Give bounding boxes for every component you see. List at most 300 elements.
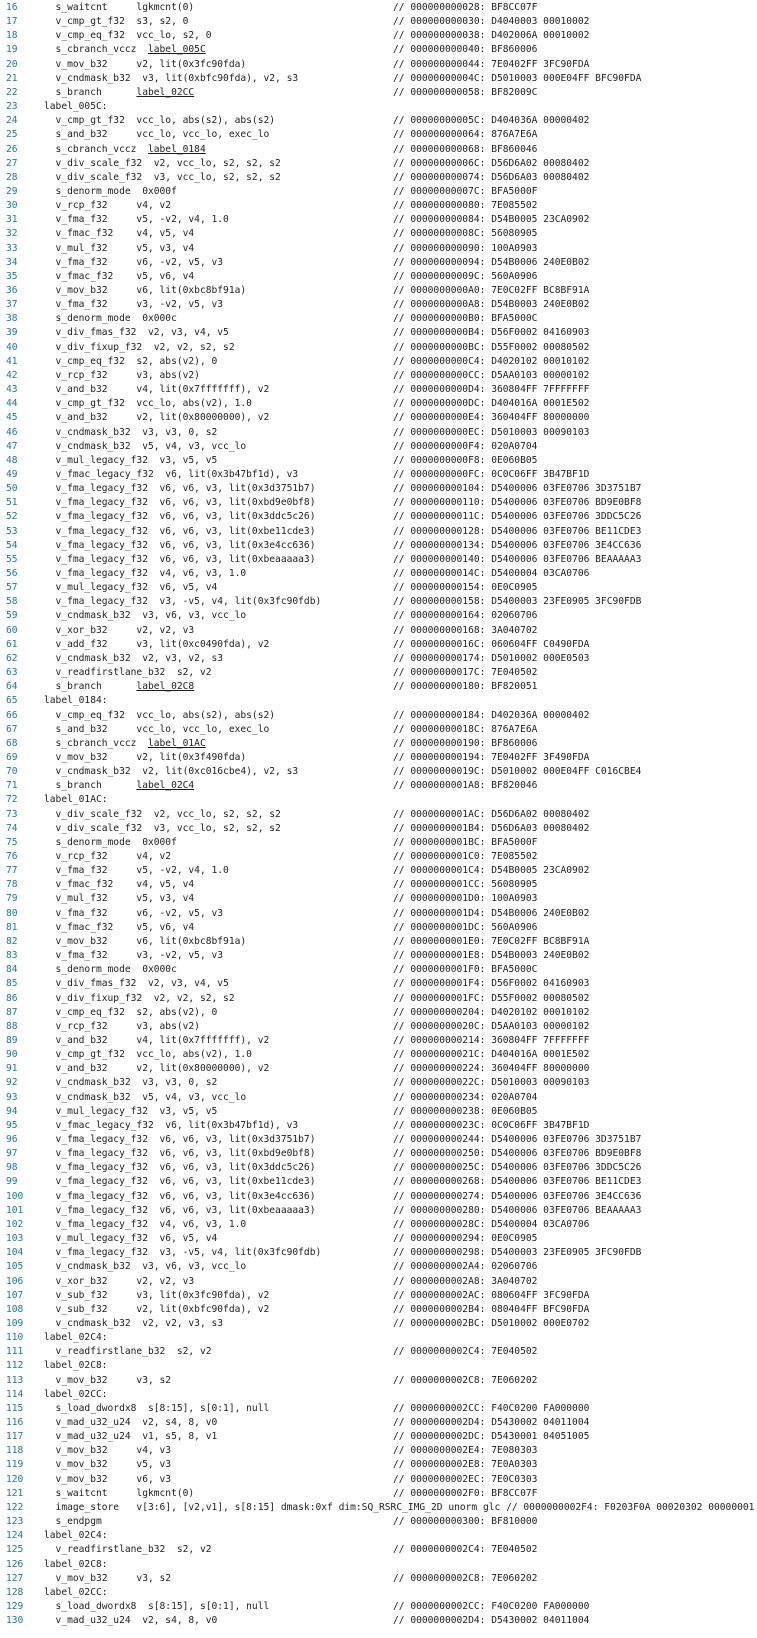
- code-line[interactable]: [0, 864, 757, 878]
- line-number: 77: [6, 865, 18, 877]
- code-line[interactable]: [0, 1388, 757, 1402]
- code-text: v_mul_f32 v5, v3, v4: [44, 242, 195, 254]
- code-line[interactable]: [0, 1119, 757, 1133]
- code-comment: // 000000000134: D5400006 03FE0706 3E4CC636: [393, 539, 642, 551]
- line-number: 79: [6, 893, 18, 905]
- code-text: v_cmp_eq_f32 s2, abs(v2), 0: [44, 1006, 218, 1018]
- code-text: v_fma_f32 v5, -v2, v4, 1.0: [44, 214, 229, 226]
- code-line[interactable]: [0, 58, 757, 72]
- line-number: 47: [6, 440, 18, 452]
- code-line[interactable]: [0, 1133, 757, 1147]
- code-line[interactable]: [0, 128, 757, 142]
- line-number: 127: [6, 1572, 24, 1584]
- line-number: 80: [6, 907, 18, 919]
- code-line[interactable]: [0, 963, 757, 977]
- code-line[interactable]: [0, 624, 757, 638]
- code-text: v_and_b32 v4, lit(0x7fffffff), v2: [44, 384, 270, 396]
- code-line[interactable]: [0, 510, 757, 524]
- code-line[interactable]: [0, 1317, 757, 1331]
- code-text: v_mov_b32 v6, lit(0xbc8bf91a): [44, 285, 247, 296]
- code-text: v_fma_legacy_f32 v6, v6, v3, lit(0x3d3751b7): [44, 1134, 316, 1145]
- code-line[interactable]: [0, 1218, 757, 1232]
- code-text: v_cmp_eq_f32 vcc_lo, s2, 0: [44, 30, 212, 42]
- code-comment: // 0000000000BC: D55F0002 00080502: [393, 341, 590, 353]
- code-text: s_denorm_mode 0x000c: [44, 313, 177, 325]
- code-line[interactable]: [0, 1260, 757, 1274]
- code-line[interactable]: [0, 43, 757, 57]
- code-text: v_div_fmas_f32 v2, v3, v4, v5: [44, 978, 229, 990]
- code-comment: // 00000000018C: 876A7E6A: [393, 723, 538, 735]
- code-comment: // 0000000001C0: 7E085502: [393, 851, 538, 862]
- line-number: 69: [6, 751, 18, 763]
- line-number: 23: [6, 101, 18, 113]
- code-comment: // 000000000080: 7E085502: [393, 200, 538, 212]
- code-text: v_mul_legacy_f32 v3, v5, v5: [44, 1105, 218, 1117]
- line-number: 118: [6, 1445, 24, 1457]
- code-text: v_div_scale_f32 v3, vcc_lo, s2, s2, s2: [44, 171, 281, 183]
- line-number: 98: [6, 1162, 18, 1174]
- code-text: v_cndmask_b32 v2, lit(0xc016cbe4), v2, s3: [44, 766, 299, 778]
- line-number: 34: [6, 256, 18, 268]
- code-line[interactable]: [0, 468, 757, 482]
- code-comment: // 00000000004C: D5010003 000E04FF BFC90FDA: [393, 72, 642, 84]
- code-line[interactable]: [0, 1190, 757, 1204]
- line-number: 86: [6, 992, 18, 1004]
- code-comment: // 00000000006C: D56D6A02 00080402: [393, 157, 590, 169]
- code-line[interactable]: [0, 878, 757, 892]
- line-number: 45: [6, 412, 18, 424]
- code-line[interactable]: [0, 1473, 757, 1487]
- code-line[interactable]: [0, 100, 757, 114]
- code-text: v_cndmask_b32 v3, v6, v3, vcc_lo: [44, 1261, 247, 1273]
- code-text: v_fmac_legacy_f32 v6, lit(0x3b47bf1d), v3: [44, 468, 299, 480]
- line-number: 117: [6, 1431, 24, 1443]
- code-text: label_02CC:: [44, 1388, 108, 1400]
- code-line[interactable]: [0, 213, 757, 227]
- code-comment: // 000000000168: 3A040702: [393, 624, 538, 636]
- code-line[interactable]: [0, 1105, 757, 1119]
- line-number: 112: [6, 1360, 24, 1372]
- code-line[interactable]: [0, 723, 757, 737]
- code-line[interactable]: [0, 454, 757, 468]
- line-number: 72: [6, 794, 18, 806]
- code-text: v_cndmask_b32 v3, lit(0xbfc90fda), v2, s3: [44, 72, 299, 84]
- code-comment: // 000000000300: BF810000: [393, 1516, 538, 1528]
- line-number: 22: [6, 86, 18, 98]
- code-line[interactable]: [0, 765, 757, 779]
- code-line[interactable]: [0, 1289, 757, 1303]
- line-number: 61: [6, 638, 18, 650]
- code-comment: // 0000000000E4: 360404FF 80000000: [393, 412, 590, 424]
- line-number: 25: [6, 129, 18, 141]
- code-comment: // 0000000002EC: 7E0C0303: [393, 1473, 538, 1485]
- code-line[interactable]: [0, 72, 757, 86]
- code-text: v_div_fixup_f32 v2, v2, s2, s2: [44, 341, 235, 353]
- code-text: s_denorm_mode 0x000f: [44, 836, 177, 848]
- line-number: 36: [6, 285, 18, 296]
- code-text: s_endpgm: [44, 1516, 102, 1528]
- code-line[interactable]: [0, 1303, 757, 1317]
- code-line[interactable]: [0, 638, 757, 652]
- code-line[interactable]: [0, 1246, 757, 1260]
- code-text: v_xor_b32 v2, v2, v3: [44, 624, 195, 636]
- code-comment: // 0000000002E4: 7E080303: [393, 1445, 538, 1457]
- line-number: 76: [6, 851, 18, 862]
- code-comment: // 0000000002C4: 7E040502: [393, 1346, 538, 1358]
- code-text: v_mov_b32 v2, lit(0x3f490fda): [44, 751, 247, 763]
- code-comment: // 0000000002D4: D5430002 04011004: [393, 1417, 590, 1428]
- code-line[interactable]: [0, 539, 757, 553]
- code-line[interactable]: [0, 86, 757, 100]
- code-comment: // 0000000002C8: 7E060202: [393, 1374, 538, 1386]
- code-line[interactable]: [0, 1175, 757, 1189]
- code-text: v_and_b32 v4, lit(0x7fffffff), v2: [44, 1034, 270, 1046]
- code-line[interactable]: [0, 1359, 757, 1373]
- code-comment: // 000000000184: D402036A 00000402: [393, 709, 590, 721]
- code-line[interactable]: [0, 709, 757, 723]
- line-number: 24: [6, 115, 18, 127]
- code-line[interactable]: [0, 680, 757, 694]
- code-text: label_02CC:: [44, 1586, 108, 1598]
- line-number: 116: [6, 1417, 24, 1428]
- code-line[interactable]: [0, 496, 757, 510]
- line-number: 78: [6, 879, 18, 891]
- code-text: v_fma_legacy_f32 v6, v6, v3, lit(0x3e4cc636): [44, 1190, 316, 1202]
- code-comment: // 000000000030: D4040003 00010002: [393, 16, 590, 28]
- code-text: v_mul_f32 v5, v3, v4: [44, 893, 195, 905]
- code-comment: // 0000000000B0: BFA5000C: [393, 313, 538, 325]
- code-comment: // 0000000000DC: D404016A 0001E502: [393, 398, 590, 410]
- code-comment: // 00000000021C: D404016A 0001E502: [393, 1049, 590, 1061]
- code-comment: // 0000000002DC: D5430001 04051005: [393, 1431, 590, 1443]
- code-text: v_readfirstlane_b32 s2, v2: [44, 1346, 212, 1358]
- code-line[interactable]: [0, 114, 757, 128]
- code-line[interactable]: [0, 383, 757, 397]
- line-number: 48: [6, 454, 18, 466]
- line-number: 49: [6, 468, 18, 480]
- line-number: 58: [6, 596, 18, 608]
- code-text: v_fma_legacy_f32 v6, v6, v3, lit(0xbeaaaaa3): [44, 553, 316, 565]
- line-number: 85: [6, 978, 18, 990]
- code-line[interactable]: [0, 1458, 757, 1472]
- line-number: 20: [6, 58, 18, 70]
- code-comment: // 0000000001CC: 56080905: [393, 879, 538, 891]
- line-number: 84: [6, 964, 18, 976]
- line-number: 33: [6, 242, 18, 254]
- code-line[interactable]: [0, 1501, 757, 1515]
- code-comment: // 000000000090: 100A0903: [393, 242, 538, 254]
- line-number: 63: [6, 667, 18, 679]
- code-line[interactable]: [0, 567, 757, 581]
- code-text: v_fma_legacy_f32 v4, v6, v3, 1.0: [44, 1218, 247, 1230]
- code-line[interactable]: [0, 1020, 757, 1034]
- line-number: 16: [6, 2, 18, 13]
- code-text: label_0184:: [44, 695, 108, 707]
- code-comment: // 000000000084: D54B0005 23CA0902: [393, 214, 590, 226]
- code-comment: // 000000000298: D5400003 23FE0905 3FC90FDB: [393, 1247, 642, 1259]
- code-line[interactable]: [0, 949, 757, 963]
- code-comment: // 000000000294: 0E0C0905: [393, 1233, 538, 1245]
- code-line[interactable]: [0, 595, 757, 609]
- code-text: v_cmp_gt_f32 vcc_lo, abs(v2), 1.0: [44, 398, 252, 410]
- line-number: 17: [6, 16, 18, 28]
- code-line[interactable]: [0, 1529, 757, 1543]
- code-line[interactable]: [0, 341, 757, 355]
- code-line[interactable]: [0, 1006, 757, 1020]
- line-number: 21: [6, 72, 18, 84]
- code-line[interactable]: [0, 1600, 757, 1614]
- code-line[interactable]: [0, 426, 757, 440]
- code-text: v_mov_b32 v4, v3: [44, 1445, 172, 1457]
- line-number: 97: [6, 1148, 18, 1160]
- code-text: v_mad_u32_u24 v2, s4, 8, v0: [44, 1615, 218, 1627]
- branch-label-link[interactable]: label_0184: [147, 143, 206, 155]
- line-number: 39: [6, 327, 18, 339]
- code-text: v_div_fmas_f32 v2, v3, v4, v5: [44, 327, 229, 339]
- code-text: s_waitcnt lgkmcnt(0): [44, 2, 195, 13]
- code-text: s_load_dwordx8 s[8:15], s[0:1], null: [44, 1600, 270, 1612]
- line-number: 18: [6, 30, 18, 42]
- code-line[interactable]: [0, 1444, 757, 1458]
- code-comment: // 00000000025C: D5400006 03FE0706 3DDC5C26: [393, 1162, 642, 1174]
- code-line[interactable]: [0, 1416, 757, 1430]
- code-line[interactable]: [0, 1572, 757, 1586]
- code-text: v_fmac_f32 v5, v6, v4: [44, 270, 195, 282]
- code-line[interactable]: [0, 29, 757, 43]
- code-comment: // 0000000001AC: D56D6A02 00080402: [393, 808, 590, 820]
- code-line[interactable]: [0, 1275, 757, 1289]
- code-comment: // 0000000000FC: 0C0C06FF 3B47BF1D: [393, 468, 590, 480]
- code-comment: // 0000000002C4: 7E040502: [393, 1544, 538, 1556]
- line-number: 83: [6, 950, 18, 962]
- code-comment: // 0000000002E8: 7E0A0303: [393, 1459, 538, 1471]
- line-number: 52: [6, 511, 18, 523]
- code-line[interactable]: [0, 921, 757, 935]
- line-number: 105: [6, 1261, 24, 1273]
- code-text: v_fma_legacy_f32 v6, v6, v3, lit(0x3ddc5c26): [44, 1162, 316, 1174]
- code-comment: // 000000000038: D402006A 00010002: [393, 30, 590, 42]
- code-text: v_mul_legacy_f32 v3, v5, v5: [44, 454, 218, 466]
- line-number: 67: [6, 723, 18, 735]
- code-line[interactable]: [0, 1062, 757, 1076]
- code-text: s_and_b32 vcc_lo, vcc_lo, exec_lo: [44, 723, 270, 735]
- line-number: 121: [6, 1487, 24, 1499]
- line-number: 101: [6, 1204, 24, 1216]
- code-comment: // 0000000000B4: D56F0002 04160903: [393, 327, 590, 339]
- code-comment: // 000000000180: BF820051: [393, 681, 538, 693]
- code-line[interactable]: [0, 1345, 757, 1359]
- line-number: 42: [6, 369, 18, 381]
- code-line[interactable]: [0, 143, 757, 157]
- line-number: 89: [6, 1034, 18, 1046]
- branch-label-link[interactable]: label_02C8: [136, 681, 195, 693]
- line-number: 107: [6, 1289, 24, 1301]
- code-line[interactable]: [0, 15, 757, 29]
- code-line[interactable]: [0, 227, 757, 241]
- code-line[interactable]: [0, 1147, 757, 1161]
- code-line[interactable]: [0, 1161, 757, 1175]
- code-line[interactable]: [0, 242, 757, 256]
- code-line[interactable]: [0, 1232, 757, 1246]
- line-number: 96: [6, 1134, 18, 1145]
- code-text: s_denorm_mode 0x000f: [44, 185, 177, 197]
- code-line[interactable]: [0, 609, 757, 623]
- line-number: 113: [6, 1374, 24, 1386]
- code-line[interactable]: [0, 1614, 757, 1628]
- branch-label-link[interactable]: label_005C: [147, 44, 206, 56]
- code-line[interactable]: [0, 1586, 757, 1600]
- code-comment: // 0000000000C4: D4020102 00010102: [393, 355, 590, 367]
- code-comment: // 000000000190: BF860006: [393, 737, 538, 749]
- line-number: 95: [6, 1119, 18, 1131]
- line-number: 94: [6, 1105, 18, 1117]
- code-line[interactable]: [0, 1331, 757, 1345]
- code-line[interactable]: [0, 1487, 757, 1501]
- code-line[interactable]: [0, 907, 757, 921]
- code-line[interactable]: [0, 326, 757, 340]
- code-line[interactable]: [0, 1558, 757, 1572]
- line-number: 103: [6, 1233, 24, 1245]
- line-number: 123: [6, 1516, 24, 1528]
- code-line[interactable]: [0, 1430, 757, 1444]
- code-line[interactable]: [0, 737, 757, 751]
- line-number: 125: [6, 1544, 24, 1556]
- code-text: v_div_scale_f32 v3, vcc_lo, s2, s2, s2: [44, 822, 281, 834]
- line-number: 65: [6, 695, 18, 707]
- code-line[interactable]: [0, 1204, 757, 1218]
- code-line[interactable]: [0, 892, 757, 906]
- line-number: 30: [6, 200, 18, 212]
- code-text: v_mov_b32 v3, s2: [44, 1572, 172, 1584]
- code-comment: // 0000000002AC: 080604FF 3FC90FDA: [393, 1289, 590, 1301]
- code-line[interactable]: [0, 836, 757, 850]
- code-text: s_branch label_02C4: [44, 780, 195, 792]
- code-line[interactable]: [0, 256, 757, 270]
- branch-label-link[interactable]: label_02CC: [136, 86, 195, 98]
- code-line[interactable]: [0, 581, 757, 595]
- line-number: 73: [6, 808, 18, 820]
- code-line[interactable]: [0, 808, 757, 822]
- code-line[interactable]: [0, 482, 757, 496]
- code-text: label_02C8:: [44, 1360, 108, 1372]
- code-text: label_01AC:: [44, 794, 108, 806]
- code-line[interactable]: [0, 751, 757, 765]
- code-line[interactable]: [0, 171, 757, 185]
- code-comment: // 0000000000D4: 360804FF 7FFFFFFF: [393, 384, 590, 396]
- code-line[interactable]: [0, 992, 757, 1006]
- code-line[interactable]: [0, 666, 757, 680]
- code-line[interactable]: [0, 440, 757, 454]
- code-line[interactable]: [0, 977, 757, 991]
- code-text: v_mov_b32 v3, s2: [44, 1374, 172, 1386]
- code-comment: // 0000000000A0: 7E0C02FF BC8BF91A: [393, 285, 590, 296]
- code-comment: // 0000000001DC: 560A0906: [393, 921, 538, 933]
- line-number: 66: [6, 709, 18, 721]
- code-comment: // 00000000005C: D404036A 00000402: [393, 115, 590, 127]
- code-line[interactable]: [0, 1543, 757, 1557]
- code-text: label_005C:: [44, 101, 108, 113]
- branch-label-link[interactable]: label_02C4: [136, 780, 195, 792]
- code-comment: // 0000000001A8: BF820046: [393, 780, 538, 792]
- code-text: v_and_b32 v2, lit(0x80000000), v2: [44, 1063, 270, 1075]
- code-line[interactable]: [0, 312, 757, 326]
- code-line[interactable]: [0, 397, 757, 411]
- code-comment: // 00000000019C: D5010002 000E04FF C016CBE4: [393, 766, 642, 778]
- code-text: v_mad_u32_u24 v1, s5, 8, v1: [44, 1431, 218, 1443]
- code-comment: // 000000000244: D5400006 03FE0706 3D3751B7: [393, 1134, 642, 1145]
- code-line[interactable]: [0, 1515, 757, 1529]
- code-comment: // 000000000040: BF860006: [393, 44, 538, 56]
- line-number: 68: [6, 737, 18, 749]
- code-comment: // 0000000001F0: BFA5000C: [393, 964, 538, 976]
- code-text: v_xor_b32 v2, v2, v3: [44, 1275, 195, 1287]
- code-line[interactable]: [0, 1076, 757, 1090]
- code-text: v_readfirstlane_b32 s2, v2: [44, 667, 212, 679]
- code-text: v_rcp_f32 v3, abs(v2): [44, 1020, 200, 1032]
- code-line[interactable]: [0, 779, 757, 793]
- code-text: s_cbranch_vccz label_01AC: [44, 737, 206, 749]
- code-comment: // 000000000128: D5400006 03FE0706 BE11CDE3: [393, 525, 642, 537]
- code-line[interactable]: [0, 525, 757, 539]
- code-comment: // 000000000238: 0E060B05: [393, 1105, 538, 1117]
- code-line[interactable]: [0, 694, 757, 708]
- code-line[interactable]: [0, 822, 757, 836]
- code-line[interactable]: [0, 935, 757, 949]
- code-line[interactable]: [0, 793, 757, 807]
- code-line[interactable]: [0, 1034, 757, 1048]
- code-line[interactable]: [0, 298, 757, 312]
- code-text: label_02C4:: [44, 1530, 108, 1542]
- line-number: 110: [6, 1332, 24, 1344]
- code-line[interactable]: [0, 1, 757, 15]
- code-comment: // 000000000250: D5400006 03FE0706 BD9E0BF8: [393, 1148, 642, 1160]
- code-line[interactable]: [0, 1048, 757, 1062]
- code-comment: // 000000000058: BF82009C: [393, 86, 538, 98]
- code-line[interactable]: [0, 553, 757, 567]
- code-comment: // 0000000000F8: 0E060B05: [393, 454, 538, 466]
- line-number: 55: [6, 553, 18, 565]
- code-comment: // 00000000014C: D5400004 03CA0706: [393, 568, 590, 579]
- code-line[interactable]: [0, 355, 757, 369]
- line-number: 129: [6, 1600, 24, 1612]
- code-line[interactable]: [0, 1091, 757, 1105]
- line-number: 31: [6, 214, 18, 226]
- code-text: v_cndmask_b32 v5, v4, v3, vcc_lo: [44, 440, 247, 452]
- code-comment: // 000000000110: D5400006 03FE0706 BD9E0BF8: [393, 497, 642, 509]
- code-line[interactable]: [0, 284, 757, 298]
- code-line[interactable]: [0, 652, 757, 666]
- code-line[interactable]: [0, 1374, 757, 1388]
- code-line[interactable]: [0, 157, 757, 171]
- line-number: 74: [6, 822, 18, 834]
- code-comment: // 0000000002BC: D5010002 000E0702: [393, 1317, 590, 1329]
- code-line[interactable]: [0, 411, 757, 425]
- line-number: 51: [6, 497, 18, 509]
- code-text: v_cndmask_b32 v5, v4, v3, vcc_lo: [44, 1091, 247, 1103]
- code-line[interactable]: [0, 369, 757, 383]
- code-line[interactable]: [0, 850, 757, 864]
- code-comment: // 0000000000CC: D5AA0103 00000102: [393, 369, 590, 381]
- branch-label-link[interactable]: label_01AC: [147, 737, 206, 749]
- code-text: v_fma_legacy_f32 v6, v6, v3, lit(0x3e4cc636): [44, 539, 316, 551]
- code-line[interactable]: [0, 185, 757, 199]
- line-number: 40: [6, 341, 18, 353]
- line-number: 119: [6, 1459, 24, 1471]
- code-line[interactable]: [0, 1402, 757, 1416]
- line-number: 93: [6, 1091, 18, 1103]
- code-line[interactable]: [0, 270, 757, 284]
- code-line[interactable]: [0, 199, 757, 213]
